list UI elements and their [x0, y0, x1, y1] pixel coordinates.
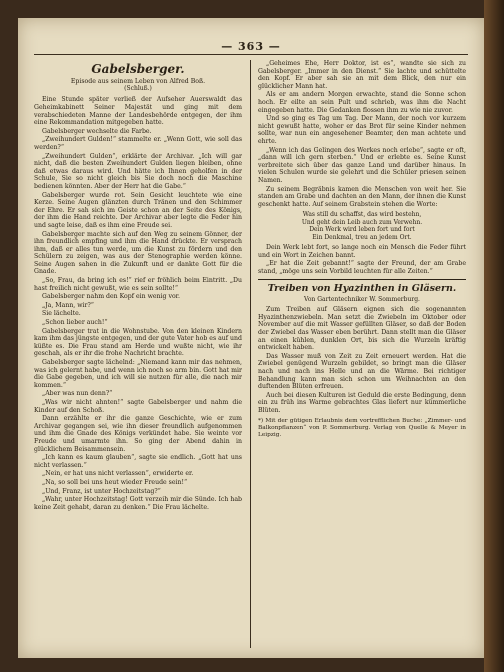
- paragraph: Gabelsberger trat in die Wohnstube. Von den kleinen Kindern kam ihm das jüngste entgegen, und der gute Vater hob es auf und küßte es. Die Frau stand am Herde und wußte nicht, wie ihr geschah, als er ihr die frohe Nachricht brachte.: [34, 327, 242, 358]
- paragraph: „Zweihundert Gulden!“ stammelte er. „Wenn Gott, wie soll das werden?“: [34, 136, 242, 151]
- paragraph: „Er hat die Zeit gebannt!“ sagte der Freund, der am Grabe stand, „möge uns sein Vorbild leuchten für alle Zeiten.“: [258, 260, 466, 275]
- story-body-continued: [258, 60, 466, 208]
- paragraph: Sie lächelte.: [42, 310, 81, 318]
- paragraph: Und so ging es Tag um Tag. Der Mann, der noch vor kurzem nicht gewußt hatte, woher er das Brot für seine Kinder nehmen sollte, war nun ein angesehener Beamter, den man achtete und ehrte.: [258, 115, 466, 145]
- right-column: [258, 60, 466, 648]
- paragraph: „Schon lieber auch!“: [42, 319, 108, 327]
- paragraph: Gabelsberger machte sich auf den Weg zu seinem Gönner, der ihn freundlich empfing und ihm die Hand drückte. Er versprach ihm, daß er alles tun werde, um die Kunst zu fördern und den Schülern zu zeigen, was aus der Stenographie werden könne. Seine Augen sahen in die Zukunft und er dankte Gott für die Gnade.: [34, 230, 242, 276]
- article-body: [258, 306, 466, 414]
- paragraph: „So, Frau, da bring ich es!“ rief er fröhlich beim Eintritt. „Du hast freilich nicht gewußt, wie es sein sollte!“: [34, 277, 242, 292]
- paragraph: Zu seinem Begräbnis kamen die Menschen von weit her. Sie standen am Grabe und dachten an den Mann, der ihnen die Kunst geschenkt hatte. Auf seinem Grabstein stehen die Worte:: [258, 185, 466, 208]
- paragraph: „Nein, er hat uns nicht verlassen“, erwiderte er.: [42, 470, 194, 478]
- paragraph: „Was wir nicht ahnten!“ sagte Gabelsberger und nahm die Kinder auf den Schoß.: [34, 398, 242, 414]
- page-number: — 363 —: [221, 40, 281, 53]
- verse-line: Dein Werk wird leben fort und fort: [309, 226, 415, 234]
- article-paragraph: Das Wasser muß von Zeit zu Zeit erneuert werden. Hat die Zwiebel genügend Wurzeln gebildet, so bringt man die Gläser nach und nach ins Helle und an die Wärme. Bei richtiger Behandlung kann man sich schon um Weihnachten an den duftenden Blüten erfreuen.: [258, 352, 466, 391]
- paragraph: „Und, Franz, ist unter Hochzeitstag?“: [42, 487, 161, 495]
- paragraph: Dein Werk lebt fort, so lange noch ein Mensch die Feder führt und ein Wort in Zeichen bannt.: [258, 243, 466, 259]
- verse-line: Ein Denkmal, treu an jedem Ort.: [312, 233, 412, 241]
- left-column: [34, 60, 242, 648]
- epitaph-verse: [258, 211, 466, 241]
- story-closing: [258, 244, 466, 275]
- verse-line: Und geht dein Leib auch zum Verwehn.: [301, 218, 423, 226]
- paragraph: Gabelsberger wurde rot. Sein Gesicht leuchtete wie eine Kerze. Seine Augen glänzten durch Tränen und den Schimmer der Ehre. Er sah sich im Geiste schon an der Seite des Königs, der ihm die Hand reichte. Der Archivar aber legte die Feder hin und sagte leise, daß es ihm eine Freude sei.: [34, 191, 242, 229]
- paragraph: „Zweihundert Gulden“, erklärte der Archivar. „Ich will gar nicht, daß die besten Zweihundert Gulden liegen bleiben, ohne daß etwas daraus wird. Und hätte ich Ihnen geholfen in der Schule, Sie so nicht gleich bis Sie doch noch die Maschine bedienen könnten. Aber der Herr hat die Gabe.“: [34, 152, 242, 190]
- paragraph: „Wenn ich das Gelingen des Werkes noch erlebe“, sagte er oft, „dann will ich gern sterben.“ Und er erlebte es. Seine Kunst verbreitete sich über das ganze Land und darüber hinaus. In vielen Schulen wurde sie gelehrt und die Schüler priesen seinen Namen.: [258, 146, 466, 184]
- article-divider: [258, 279, 466, 280]
- paragraph: „Aber was nun denn?“: [42, 390, 113, 398]
- article-paragraph: Auch bei diesen Kulturen ist Geduld die erste Bedingung, denn ein zu früh ins Warme gebrachtes Glas liefert nur kümmerliche Blüten.: [258, 391, 466, 414]
- paragraph: Gabelsberger wechselte die Farbe.: [42, 127, 152, 135]
- column-divider: [250, 60, 251, 648]
- paragraph: Als er am andern Morgen erwachte, stand die Sonne schon hoch. Er eilte an sein Pult und schrieb, was ihm die Nacht eingegeben hatte. Die Gedanken flossen ihm zu wie nie zuvor.: [258, 91, 466, 114]
- article-paragraph: Zum Treiben auf Gläsern eignen sich die sogenannten Hyazinthenzwiebeln. Man setzt die Zwiebeln im Oktober oder November auf die mit Wasser gefüllten Gläser, so daß der Boden der Zwiebel das Wasser eben berührt. Dann stellt man die Gläser an einen kühlen, dunklen Ort, bis sich die Wurzeln kräftig entwickelt haben.: [258, 306, 466, 352]
- paragraph: „Geheimes Ehe, Herr Doktor, ist es“, wandte sie sich zu Gabelsberger. „Immer in den Dienst.“ Sie lachte und schüttelte den Kopf. Er aber sah sie an mit dem Blick, den nur ein glücklicher Mann hat.: [258, 60, 466, 90]
- paragraph: „Na, so soll bei uns heut wieder Freude sein!“: [42, 478, 188, 486]
- story-title: Gabelsberger.: [91, 62, 185, 76]
- header-rule: [34, 54, 468, 55]
- paragraph: „Ich kann es kaum glauben“, sagte sie endlich. „Gott hat uns nicht verlassen.“: [34, 454, 242, 469]
- story-continuation: (Schluß.): [124, 85, 152, 93]
- book-page: [18, 18, 484, 658]
- footnote: *) Mit der gütigen Erlaubnis dem vortrefflichen Buche: „Zimmer- und Balkonpflanzen“ von P. Sommerburg. Verlag von Quelle & Meyer in Leipzig.: [258, 417, 466, 438]
- article-title: Treiben von Hyazinthen in Gläsern.: [267, 283, 457, 295]
- verse-line: Was still du schaffst, das wird bestehn,: [302, 211, 422, 219]
- book-binding: [484, 0, 504, 672]
- paragraph: Eine Stunde später verließ der Aufseher Auerswaldt das Geheimkabinett Seiner Majestät und ging mit dem verabschiedeten Manne der Landesbehörde entgegen, der ihm eine Rekommandation mitgegeben hatte.: [34, 96, 242, 127]
- paragraph: Dann erzählte er ihr die ganze Geschichte, wie er zum Archivar gegangen sei, wie ihn dieser freundlich aufgenommen und ihm die Gnade des Königs verkündet habe. Sie weinte vor Freude und umarmte ihn. So ging der Abend dahin in glücklichem Beisammensein.: [34, 415, 242, 453]
- paragraph: „Ja, Mann, wir?“: [42, 301, 94, 309]
- story-body: [34, 96, 242, 511]
- paragraph: „Wahr, unter Hochzeitstag! Gott verzeih mir die Sünde. Ich hab keine Zeit gehabt, daran zu denken.“ Die Frau lächelte.: [34, 496, 242, 511]
- story-subtitle: Episode aus seinem Leben von Alfred Boß.: [70, 78, 206, 85]
- article-author: Von Gartentechniker W. Sommerburg.: [304, 296, 420, 304]
- paragraph: Gabelsberger nahm den Kopf ein wenig vor.: [42, 293, 180, 301]
- paragraph: Gabelsberger sagte lächelnd: „Niemand kann mir das nehmen, was ich gelernt habe, und wenn ich noch so arm bin. Gott hat mir die Gabe gegeben, und ich will sie nutzen für alle, die nach mir kommen.“: [34, 359, 242, 389]
